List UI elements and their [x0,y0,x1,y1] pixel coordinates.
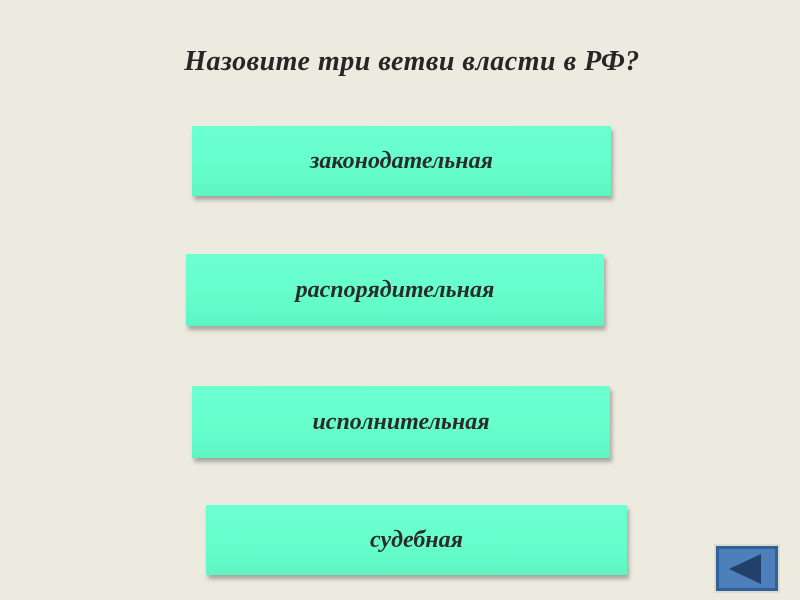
answer-label: распорядительная [295,276,495,303]
back-button[interactable] [716,546,778,591]
answer-label: законодательная [310,147,493,174]
back-arrow-icon [729,554,761,584]
answer-button-executive[interactable] [192,386,610,458]
question-title: Назовите три ветви власти в РФ? [184,46,640,77]
answer-label: исполнительная [312,408,490,435]
answer-button-administrative[interactable] [186,254,604,326]
answer-button-legislative[interactable] [192,126,611,196]
answer-label: судебная [370,526,463,553]
answer-button-judicial[interactable] [206,505,627,575]
